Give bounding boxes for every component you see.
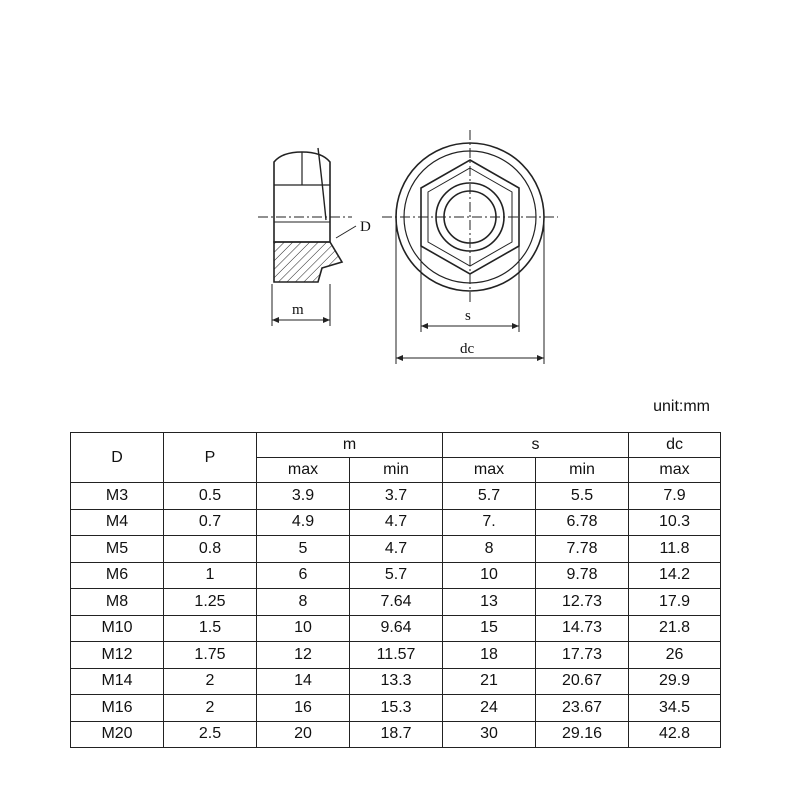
cell-s-max: 21 xyxy=(443,668,536,695)
cell-dc-max: 21.8 xyxy=(629,615,721,642)
side-view-section-hatch xyxy=(274,242,342,282)
header-s: s xyxy=(443,433,629,458)
table-row xyxy=(71,668,721,695)
side-view-flange-upper xyxy=(318,148,326,220)
cell-dc-max: 34.5 xyxy=(629,695,721,722)
cell-m-min: 18.7 xyxy=(350,721,443,748)
cell-dc-max: 29.9 xyxy=(629,668,721,695)
cell-d: M4 xyxy=(71,509,164,536)
cell-m-min: 7.64 xyxy=(350,589,443,616)
cell-s-min: 9.78 xyxy=(536,562,629,589)
cell-s-max: 15 xyxy=(443,615,536,642)
cell-m-max: 3.9 xyxy=(257,483,350,510)
table-row xyxy=(71,642,721,669)
cell-p: 1.25 xyxy=(164,589,257,616)
label-m: m xyxy=(292,302,304,318)
cell-m-max: 16 xyxy=(257,695,350,722)
cell-s-max: 8 xyxy=(443,536,536,563)
dimension-table xyxy=(70,432,721,748)
table-row xyxy=(71,536,721,563)
cell-p: 0.8 xyxy=(164,536,257,563)
cell-s-min: 20.67 xyxy=(536,668,629,695)
cell-s-min: 17.73 xyxy=(536,642,629,669)
cell-p: 2.5 xyxy=(164,721,257,748)
cell-d: M10 xyxy=(71,615,164,642)
cell-p: 0.7 xyxy=(164,509,257,536)
cell-s-min: 12.73 xyxy=(536,589,629,616)
table-row xyxy=(71,562,721,589)
cell-p: 2 xyxy=(164,695,257,722)
cell-m-max: 4.9 xyxy=(257,509,350,536)
cell-d: M3 xyxy=(71,483,164,510)
header-m-min: min xyxy=(350,458,443,483)
header-D: D xyxy=(71,433,164,483)
cell-s-min: 6.78 xyxy=(536,509,629,536)
table-row xyxy=(71,509,721,536)
cell-m-min: 13.3 xyxy=(350,668,443,695)
cell-dc-max: 42.8 xyxy=(629,721,721,748)
cell-m-max: 8 xyxy=(257,589,350,616)
cell-m-min: 11.57 xyxy=(350,642,443,669)
top-view xyxy=(382,130,558,364)
cell-s-min: 23.67 xyxy=(536,695,629,722)
table-row xyxy=(71,721,721,748)
header-m: m xyxy=(257,433,443,458)
cell-d: M16 xyxy=(71,695,164,722)
cell-m-max: 14 xyxy=(257,668,350,695)
unit-label: unit:mm xyxy=(653,398,710,415)
cell-dc-max: 7.9 xyxy=(629,483,721,510)
cell-m-min: 9.64 xyxy=(350,615,443,642)
cell-m-max: 6 xyxy=(257,562,350,589)
table-row xyxy=(71,695,721,722)
header-P: P xyxy=(164,433,257,483)
header-dc-max: max xyxy=(629,458,721,483)
cell-dc-max: 17.9 xyxy=(629,589,721,616)
label-dc: dc xyxy=(460,341,475,357)
cell-d: M5 xyxy=(71,536,164,563)
cell-s-min: 5.5 xyxy=(536,483,629,510)
cell-dc-max: 14.2 xyxy=(629,562,721,589)
label-s: s xyxy=(465,308,471,324)
cell-d: M8 xyxy=(71,589,164,616)
cell-dc-max: 11.8 xyxy=(629,536,721,563)
header-m-max: max xyxy=(257,458,350,483)
cell-p: 1 xyxy=(164,562,257,589)
cell-m-min: 5.7 xyxy=(350,562,443,589)
table-row xyxy=(71,589,721,616)
header-s-max: max xyxy=(443,458,536,483)
table-row xyxy=(71,615,721,642)
cell-m-max: 12 xyxy=(257,642,350,669)
cell-d: M14 xyxy=(71,668,164,695)
cell-m-min: 15.3 xyxy=(350,695,443,722)
cell-p: 2 xyxy=(164,668,257,695)
cell-m-max: 10 xyxy=(257,615,350,642)
cell-s-min: 14.73 xyxy=(536,615,629,642)
cell-s-max: 13 xyxy=(443,589,536,616)
cell-m-min: 4.7 xyxy=(350,536,443,563)
cell-d: M20 xyxy=(71,721,164,748)
cell-m-max: 20 xyxy=(257,721,350,748)
cell-s-max: 24 xyxy=(443,695,536,722)
header-dc: dc xyxy=(629,433,721,458)
cell-dc-max: 10.3 xyxy=(629,509,721,536)
cell-s-max: 30 xyxy=(443,721,536,748)
cell-dc-max: 26 xyxy=(629,642,721,669)
cell-d: M6 xyxy=(71,562,164,589)
cell-s-max: 10 xyxy=(443,562,536,589)
side-view xyxy=(258,148,356,326)
header-s-min: min xyxy=(536,458,629,483)
cell-s-max: 18 xyxy=(443,642,536,669)
cell-s-min: 29.16 xyxy=(536,721,629,748)
cell-s-max: 7. xyxy=(443,509,536,536)
cell-p: 1.75 xyxy=(164,642,257,669)
cell-s-max: 5.7 xyxy=(443,483,536,510)
table-row xyxy=(71,483,721,510)
label-D: D xyxy=(360,219,371,235)
cell-d: M12 xyxy=(71,642,164,669)
cell-m-min: 3.7 xyxy=(350,483,443,510)
cell-m-min: 4.7 xyxy=(350,509,443,536)
cell-p: 1.5 xyxy=(164,615,257,642)
cell-m-max: 5 xyxy=(257,536,350,563)
cell-s-min: 7.78 xyxy=(536,536,629,563)
cell-p: 0.5 xyxy=(164,483,257,510)
